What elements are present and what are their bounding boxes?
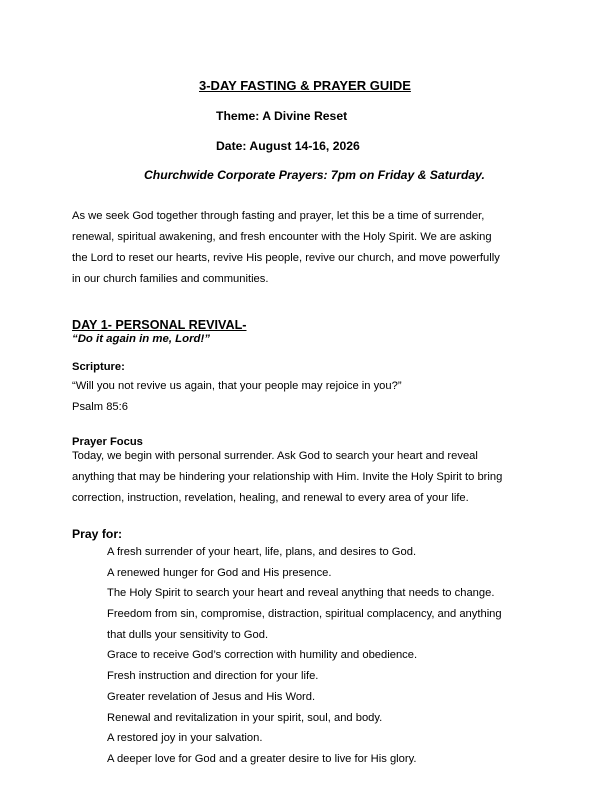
day-1-title: DAY 1- PERSONAL REVIVAL-	[72, 318, 247, 332]
focus-line: anything that may be hindering your relationship with Him. Invite the Holy Spirit to bring	[72, 471, 503, 483]
scripture-label: Scripture:	[72, 361, 125, 373]
intro-line: renewal, spiritual awakening, and fresh encounter with the Holy Spirit. We are asking	[72, 231, 492, 243]
focus-line: correction, instruction, revelation, healing, and renewal to every area of your life.	[72, 492, 469, 504]
list-item: that dulls your sensitivity to God.	[107, 628, 269, 641]
intro-line: in our church families and communities.	[72, 273, 269, 285]
day-1-subtitle: “Do it again in me, Lord!”	[72, 333, 210, 345]
pray-for-list	[107, 542, 502, 770]
list-item: Freedom from sin, compromise, distraction, spiritual complacency, and anything	[107, 608, 502, 621]
list-item: A fresh surrender of your heart, life, plans, and desires to God.	[107, 546, 417, 558]
list-item: A restored joy in your salvation.	[107, 732, 263, 745]
list-item: Greater revelation of Jesus and His Word.	[107, 690, 316, 703]
list-item: Renewal and revitalization in your spirit, soul, and body.	[107, 711, 383, 724]
scripture-text: “Will you not revive us again, that your people may rejoice in you?”	[72, 380, 402, 392]
intro-line: the Lord to reset our hearts, revive His people, revive our church, and move powerfully	[72, 252, 500, 264]
prayer-focus-label: Prayer Focus	[72, 436, 143, 448]
list-item: A deeper love for God and a greater desire to live for His glory.	[107, 752, 417, 765]
list-item: Grace to receive God’s correction with humility and obedience.	[107, 649, 418, 662]
list-item: The Holy Spirit to search your heart and reveal anything that needs to change.	[107, 587, 495, 600]
prayer-focus-paragraph	[72, 446, 542, 509]
focus-line: Today, we begin with personal surrender. Ask God to search your heart and reveal	[72, 450, 478, 462]
date-line: Date: August 14-16, 2026	[216, 139, 360, 153]
list-item: A renewed hunger for God and His presence.	[107, 566, 332, 579]
guide-title: 3-DAY FASTING & PRAYER GUIDE	[199, 78, 411, 93]
theme-line: Theme: A Divine Reset	[216, 109, 348, 123]
scripture-reference: Psalm 85:6	[72, 401, 128, 413]
intro-line: As we seek God together through fasting and prayer, let this be a time of surrender,	[72, 210, 485, 222]
intro-paragraph	[72, 206, 542, 290]
corporate-prayer-line: Churchwide Corporate Prayers: 7pm on Friday & Saturday.	[144, 168, 485, 182]
list-item: Fresh instruction and direction for your life.	[107, 670, 319, 683]
pray-for-label: Pray for:	[72, 527, 123, 541]
